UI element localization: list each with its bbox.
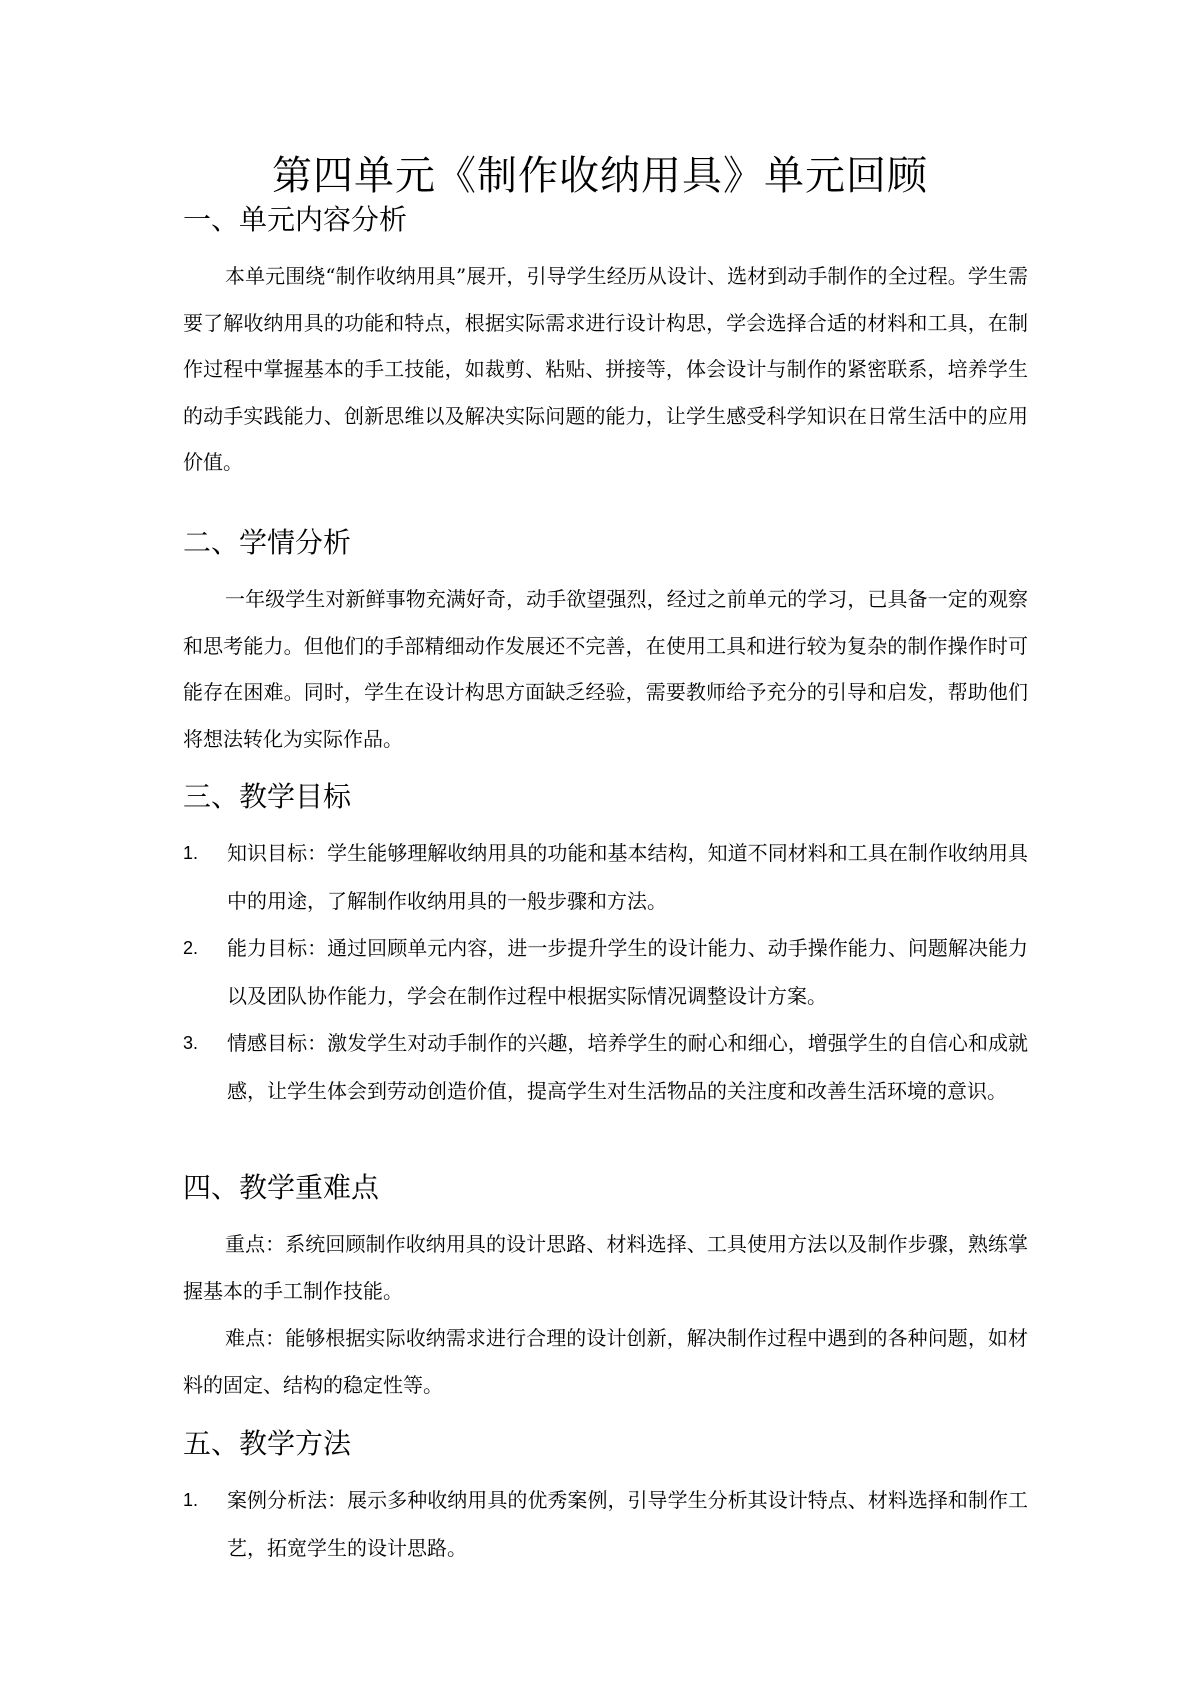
- document-title: 第四单元《制作收纳用具》单元回顾: [272, 153, 928, 199]
- method-item-case-analysis: [183, 1477, 1028, 1572]
- objective-item-knowledge: [183, 830, 1028, 925]
- list-text: 知识目标：学生能够理解收纳用具的功能和基本结构，知道不同材料和工具在制作收纳用具中的用途，了解制作收纳用具的一般步骤和方法。: [227, 841, 1028, 913]
- section-heading-content-analysis: 一、单元内容分析: [183, 203, 408, 236]
- list-text: 案例分析法：展示多种收纳用具的优秀案例，引导学生分析其设计特点、材料选择和制作工艺，拓宽学生的设计思路。: [227, 1488, 1028, 1560]
- objective-item-emotion: [183, 1020, 1028, 1115]
- difficult-points-paragraph: 难点：能够根据实际收纳需求进行合理的设计创新，解决制作过程中遇到的各种问题，如材料的固定、结构的稳定性等。: [183, 1326, 1028, 1397]
- section-heading-learner-analysis: 二、学情分析: [183, 526, 352, 559]
- key-points-paragraph: 重点：系统回顾制作收纳用具的设计思路、材料选择、工具使用方法以及制作步骤，熟练掌握基本的手工制作技能。: [183, 1232, 1028, 1303]
- list-number: 3.: [183, 1033, 199, 1053]
- list-number: 1.: [183, 1490, 199, 1510]
- list-number: 1.: [183, 843, 199, 863]
- objective-item-ability: [183, 925, 1028, 1020]
- section-heading-key-difficult-points: 四、教学重难点: [183, 1171, 380, 1204]
- list-text: 能力目标：通过回顾单元内容，进一步提升学生的设计能力、动手操作能力、问题解决能力以及团队协作能力，学会在制作过程中根据实际情况调整设计方案。: [227, 936, 1028, 1008]
- list-number: 2.: [183, 938, 199, 958]
- list-text: 情感目标：激发学生对动手制作的兴趣，培养学生的耐心和细心，增强学生的自信心和成就感，让学生体会到劳动创造价值，提高学生对生活物品的关注度和改善生活环境的意识。: [227, 1031, 1028, 1103]
- content-analysis-paragraph: 本单元围绕“制作收纳用具”展开，引导学生经历从设计、选材到动手制作的全过程。学生需要了解收纳用具的功能和特点，根据实际需求进行设计构思，学会选择合适的材料和工具，在制作过程中掌握基本的手工技能，如裁剪、粘贴、拼接等，体会设计与制作的紧密联系，培养学生的动手实践能力、创新思维以及解决实际问题的能力，让学生感受科学知识在日常生活中的应用价值。: [183, 264, 1028, 474]
- section-heading-teaching-methods: 五、教学方法: [183, 1427, 352, 1460]
- section-heading-teaching-objectives: 三、教学目标: [183, 780, 352, 813]
- learner-analysis-paragraph: 一年级学生对新鲜事物充满好奇，动手欲望强烈，经过之前单元的学习，已具备一定的观察和思考能力。但他们的手部精细动作发展还不完善，在使用工具和进行较为复杂的制作操作时可能存在困难。同时，学生在设计构思方面缺乏经验，需要教师给予充分的引导和启发，帮助他们将想法转化为实际作品。: [183, 587, 1028, 751]
